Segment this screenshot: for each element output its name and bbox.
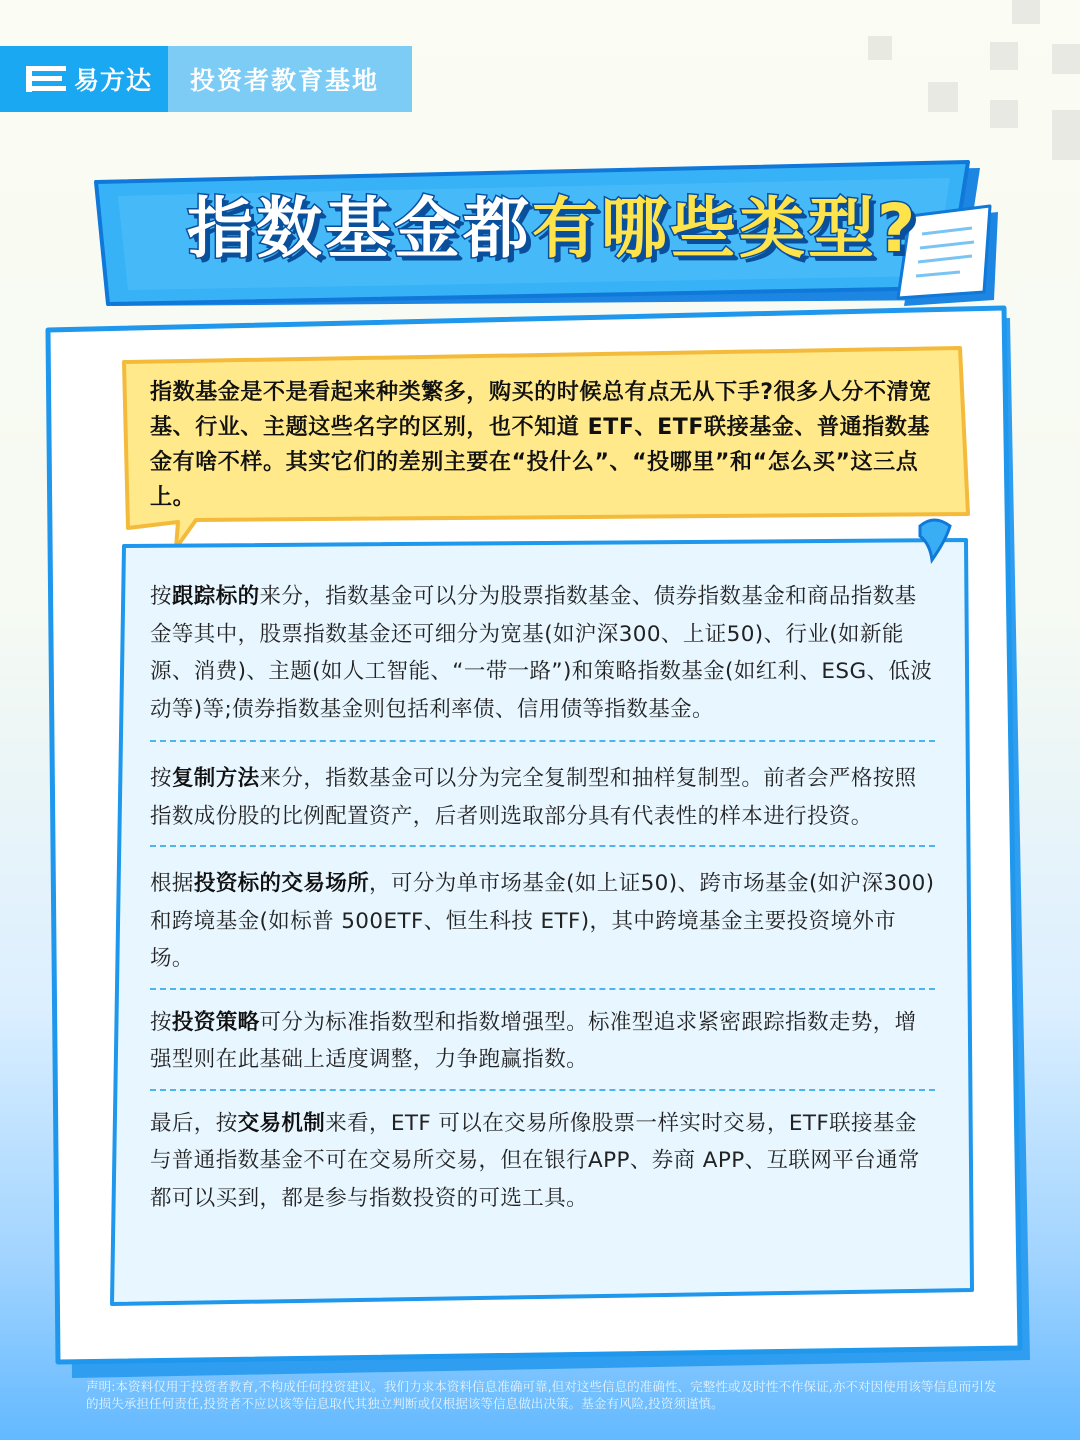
title-part-1: 指数基金都	[187, 190, 532, 267]
logo-text: 易方达	[74, 66, 153, 95]
section-strategy	[150, 990, 935, 1089]
section-trading-venue	[150, 847, 935, 988]
section-replication	[150, 742, 935, 845]
section-text: 来看，ETF 可以在交易所像股票一样实时交易，ETF联接基金与普通指数基金不可在交易所交易，但在银行APP、券商 APP、互联网平台通常都可以买到，都是参与指数投资的可选工具。	[150, 1110, 920, 1211]
section-keyword: 跟踪标的	[171, 584, 260, 609]
intro-text: 指数基金是不是看起来种类繁多，购买的时候总有点无从下手?很多人分不清宽基、行业、主题这些名字的区别，也不知道 ETF、ETF联接基金、普通指数基金有啥不样。其实它们的差别主要在“投什么”、“投哪里”和“怎么买”这三点上。	[150, 380, 932, 510]
section-prefix: 按	[150, 766, 172, 791]
section-keyword: 交易机制	[237, 1110, 326, 1136]
brand-tagline: 投资者教育基地	[168, 46, 412, 112]
section-prefix: 最后，按	[150, 1110, 238, 1136]
section-trading-mechanism	[150, 1091, 935, 1218]
section-tracking-target	[150, 578, 935, 740]
title-part-2: 有哪些类型?	[532, 190, 919, 267]
section-text: 可分为标准指数型和指数增强型。标准型追求紧密跟踪指数走势，增强型则在此基础上适度调整，力争跑赢指数。	[150, 1009, 917, 1072]
section-keyword: 投资标的交易场所	[193, 871, 370, 896]
section-text: 来分，指数基金可以分为股票指数基金、债券指数基金和商品指数基金等其中，股票指数基金还可细分为宽基(如沪深300、上证50)、行业(如新能源、消费)、主题(如人工智能、“一带一路”)和策略指数基金(如红利、ESG、低波动等)等;债券指数基金则包括利率债、信用债等指数基金。	[150, 584, 933, 722]
section-text: ，可分为单市场基金(如上证50)、跨市场基金(如沪深300)和跨境基金(如标普 500ETF、恒生科技 ETF)，其中跨境基金主要投资境外市场。	[150, 871, 935, 971]
section-keyword: 复制方法	[171, 766, 260, 791]
section-text: 来分，指数基金可以分为完全复制型和抽样复制型。前者会严格按照指数成份股的比例配置资产，后者则选取部分具有代表性的样本进行投资。	[150, 766, 917, 829]
section-prefix: 根据	[150, 871, 194, 896]
section-prefix: 按	[150, 584, 172, 609]
disclaimer: 声明:本资料仅用于投资者教育,不构成任何投资建议。我们力求本资料信息准确可靠,但对这些信息的准确性、完整性或及时性不作保证,亦不对因使用该等信息而引发的损失承担任何责任,投资者不应以该等信息取代其独立判断或仅根据该等信息做出决策。基金有风险,投资须谨慎。	[86, 1379, 997, 1411]
page-title	[187, 190, 919, 267]
content-body	[150, 578, 935, 1217]
section-prefix: 按	[150, 1009, 172, 1035]
section-keyword: 投资策略	[171, 1009, 260, 1035]
